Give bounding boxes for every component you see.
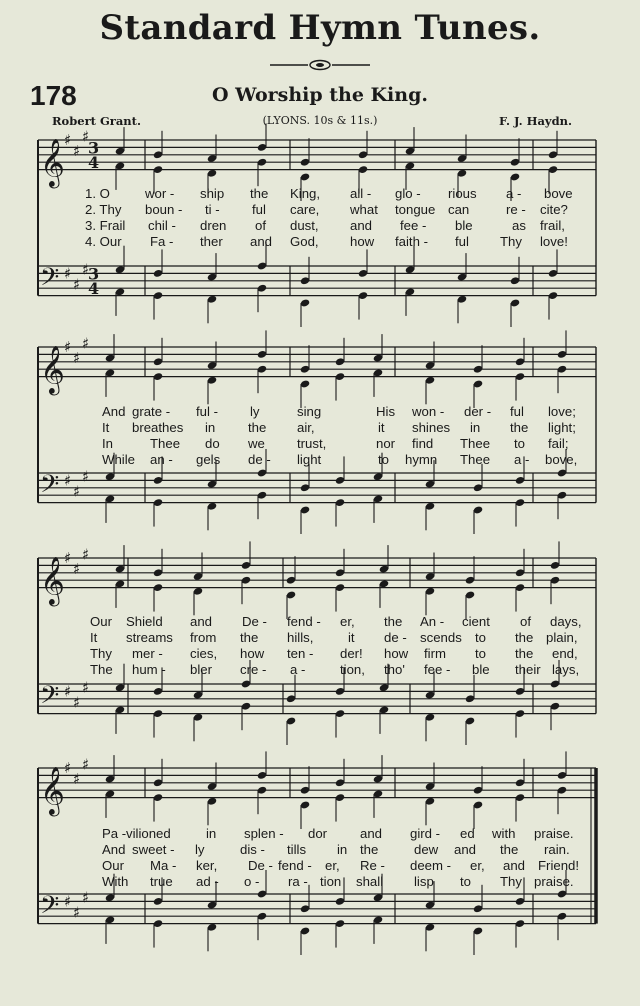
lyric-syllable: all - xyxy=(350,186,372,201)
lyric-syllable: And xyxy=(102,404,126,419)
lyric-syllable: praise. xyxy=(534,874,574,889)
sharp-icon: ♯ xyxy=(64,131,72,149)
sharp-icon: ♯ xyxy=(73,275,81,294)
lyric-syllable: in xyxy=(205,420,216,435)
lyric-line xyxy=(0,202,640,218)
lyric-syllable: It xyxy=(90,630,98,645)
sharp-icon: ♯ xyxy=(64,892,72,911)
lyric-syllable: love; xyxy=(548,404,576,419)
lyric-syllable: ble xyxy=(472,662,490,677)
lyric-syllable: do xyxy=(205,436,220,451)
lyric-syllable: ble xyxy=(455,218,473,233)
lyric-syllable: hum - xyxy=(132,662,166,677)
lyric-syllable: and xyxy=(454,842,477,857)
sharp-icon: ♯ xyxy=(73,903,81,922)
sharp-icon: ♯ xyxy=(82,127,90,146)
lyric-syllable: cite? xyxy=(540,202,568,217)
lyric-syllable: praise. xyxy=(534,826,574,841)
lyric-syllable: in xyxy=(470,420,481,435)
lyric-syllable: Pa - xyxy=(102,826,127,841)
lyric-syllable: sing xyxy=(297,404,322,419)
lyric-syllable: glo - xyxy=(395,186,421,201)
lyric-line xyxy=(0,452,640,468)
lyric-syllable: ti - xyxy=(205,202,220,217)
lyric-syllable: ther xyxy=(200,234,223,249)
lyric-syllable: ten - xyxy=(287,646,314,661)
lyric-syllable: grate - xyxy=(132,404,171,419)
lyric-syllable: find xyxy=(412,436,434,451)
lyric-syllable: Shield xyxy=(126,614,163,629)
lyric-syllable: fee - xyxy=(400,218,427,233)
lyric-syllable: how xyxy=(384,646,409,661)
lyric-syllable: fend - xyxy=(287,614,321,629)
lyric-syllable: tion xyxy=(320,874,342,889)
lyric-syllable: to xyxy=(460,874,471,889)
lyric-syllable: shines xyxy=(412,420,451,435)
lyric-syllable: rain. xyxy=(544,842,570,857)
lyric-syllable: what xyxy=(350,202,378,217)
lyric-syllable: der - xyxy=(464,404,492,419)
lyric-syllable: ful xyxy=(455,234,469,249)
lyric-line xyxy=(0,404,640,420)
lyric-syllable: frail, xyxy=(540,218,565,233)
lyric-line xyxy=(0,646,640,662)
lyric-syllable: While xyxy=(102,452,135,467)
lyric-syllable: cient xyxy=(462,614,490,629)
lyric-syllable: ly xyxy=(250,404,260,419)
lyric-syllable: vilioned xyxy=(126,826,171,841)
lyric-syllable: it xyxy=(378,420,385,435)
lyric-syllable: hymn xyxy=(405,452,438,467)
lyric-syllable: dis - xyxy=(240,842,265,857)
lyric-line xyxy=(0,630,640,646)
lyric-syllable: Friend! xyxy=(538,858,580,873)
lyric-syllable: er, xyxy=(470,858,485,873)
lyric-syllable: Thy xyxy=(500,874,522,889)
treble-clef-icon: 𝄞 xyxy=(40,137,65,187)
lyric-syllable: in xyxy=(206,826,217,841)
lyric-syllable: der! xyxy=(340,646,363,661)
lyric-line xyxy=(0,420,640,436)
lyric-syllable: tills xyxy=(287,842,307,857)
lyric-syllable: love! xyxy=(540,234,568,249)
lyric-syllable: fail; xyxy=(548,436,569,451)
lyric-syllable: de - xyxy=(248,452,271,467)
sharp-icon: ♯ xyxy=(82,545,90,564)
lyric-syllable: the xyxy=(384,614,403,629)
lyric-syllable: ly xyxy=(195,842,205,857)
lyric-syllable: It xyxy=(102,420,110,435)
lyric-syllable: end, xyxy=(552,646,578,661)
lyric-syllable: a - xyxy=(506,186,522,201)
lyric-syllable: 1. O xyxy=(85,186,110,201)
lyric-syllable: the xyxy=(240,630,259,645)
lyric-syllable: dren xyxy=(200,218,227,233)
lyric-line xyxy=(0,662,640,678)
lyric-syllable: how xyxy=(350,234,375,249)
sharp-icon: ♯ xyxy=(73,560,81,579)
lyric-syllable: from xyxy=(190,630,217,645)
lyric-syllable: we xyxy=(248,436,265,451)
lyric-syllable: scends xyxy=(420,630,462,645)
lyric-line xyxy=(0,234,640,250)
hymn-number: 178 xyxy=(30,80,77,111)
lyric-syllable: breathes xyxy=(132,420,184,435)
lyric-syllable: faith - xyxy=(395,234,428,249)
bass-clef-icon: 𝄢 xyxy=(40,891,60,927)
lyrics-block xyxy=(0,404,640,468)
lyric-syllable: of xyxy=(520,614,531,629)
lyric-line xyxy=(0,858,640,874)
lyric-syllable: fend - xyxy=(278,858,312,873)
lyric-syllable: boun - xyxy=(145,202,183,217)
lyric-syllable: Our xyxy=(102,858,124,873)
lyric-syllable: of xyxy=(255,218,266,233)
lyric-syllable: The xyxy=(90,662,113,677)
sharp-icon: ♯ xyxy=(73,770,81,789)
lyric-syllable: His xyxy=(376,404,396,419)
lyric-syllable: 2. Thy xyxy=(85,202,122,217)
time-signature: 4 xyxy=(88,279,100,299)
lyric-syllable: De - xyxy=(248,858,273,873)
lyric-syllable: De - xyxy=(242,614,267,629)
lyric-syllable: gels xyxy=(196,452,221,467)
lyric-syllable: wor - xyxy=(145,186,175,201)
lyric-syllable: streams xyxy=(126,630,173,645)
lyric-syllable: dor xyxy=(308,826,328,841)
lyric-syllable: King, xyxy=(290,186,321,201)
lyric-line xyxy=(0,186,640,202)
sharp-icon: ♯ xyxy=(73,693,81,712)
sharp-icon: ♯ xyxy=(64,338,72,356)
lyric-syllable: won - xyxy=(412,404,445,419)
lyric-syllable: tongue xyxy=(395,202,436,217)
lyric-syllable: light; xyxy=(548,420,576,435)
bass-clef-icon: 𝄢 xyxy=(40,263,60,299)
sharp-icon: ♯ xyxy=(64,682,72,701)
lyric-syllable: firm xyxy=(424,646,446,661)
lyric-syllable: ful xyxy=(252,202,266,217)
lyric-line xyxy=(0,218,640,234)
lyric-syllable: ker, xyxy=(196,858,218,873)
lyric-syllable: and xyxy=(360,826,383,841)
sharp-icon: ♯ xyxy=(64,549,72,567)
lyric-syllable: days, xyxy=(550,614,582,629)
lyric-syllable: Thee xyxy=(150,436,181,451)
lyric-syllable: a - xyxy=(290,662,306,677)
lyric-syllable: In xyxy=(102,436,113,451)
sharp-icon: ♯ xyxy=(73,142,81,161)
lyric-syllable: ship xyxy=(200,186,225,201)
lyric-syllable: ful - xyxy=(196,404,218,419)
lyric-syllable: 3. Frail xyxy=(85,218,126,233)
lyric-syllable: care, xyxy=(290,202,320,217)
lyric-line xyxy=(0,614,640,630)
sharp-icon: ♯ xyxy=(82,260,90,279)
sharp-icon: ♯ xyxy=(82,888,90,907)
lyric-syllable: the xyxy=(248,420,267,435)
lyric-syllable: chil - xyxy=(148,218,176,233)
lyrics-block xyxy=(0,614,640,678)
treble-clef-icon: 𝄞 xyxy=(40,344,65,394)
lyric-syllable: cies, xyxy=(190,646,218,661)
lyric-syllable: rious xyxy=(448,186,477,201)
lyric-syllable: to xyxy=(514,436,525,451)
lyric-syllable: the xyxy=(250,186,269,201)
lyric-syllable: dust, xyxy=(290,218,319,233)
lyric-syllable: and xyxy=(250,234,273,249)
sharp-icon: ♯ xyxy=(82,334,90,353)
lyric-syllable: er, xyxy=(325,858,340,873)
lyric-syllable: bove xyxy=(544,186,573,201)
lyric-syllable: lays, xyxy=(552,662,580,677)
lyric-syllable: to xyxy=(475,646,486,661)
lyric-line xyxy=(0,436,640,452)
lyric-syllable: hills, xyxy=(287,630,314,645)
lyric-syllable: the xyxy=(500,842,519,857)
lyric-syllable: 4. Our xyxy=(85,234,122,249)
time-signature: 3 xyxy=(88,138,100,158)
lyric-syllable: Re - xyxy=(360,858,385,873)
lyric-syllable: nor xyxy=(376,436,396,451)
treble-clef-icon: 𝄞 xyxy=(40,555,65,605)
lyric-syllable: lisp xyxy=(414,874,434,889)
sharp-icon: ♯ xyxy=(64,471,72,490)
sharp-icon: ♯ xyxy=(64,264,72,283)
lyric-syllable: tho' xyxy=(384,662,405,677)
time-signature: 4 xyxy=(88,153,100,173)
lyric-syllable: plain, xyxy=(546,630,578,645)
lyric-syllable: ad - xyxy=(196,874,219,889)
lyric-syllable: how xyxy=(240,646,265,661)
lyric-syllable: can xyxy=(448,202,470,217)
lyric-syllable: true xyxy=(150,874,173,889)
lyric-syllable: an - xyxy=(150,452,173,467)
bass-clef-icon: 𝄢 xyxy=(40,470,60,506)
sharp-icon: ♯ xyxy=(82,467,90,486)
lyric-syllable: er, xyxy=(340,614,355,629)
lyric-syllable: the xyxy=(360,842,379,857)
lyric-syllable: ed xyxy=(460,826,475,841)
lyric-syllable: With xyxy=(102,874,129,889)
lyric-syllable: ra - xyxy=(288,874,308,889)
lyric-syllable: cre - xyxy=(240,662,267,677)
lyric-syllable: God, xyxy=(290,234,319,249)
lyric-syllable: bove, xyxy=(545,452,578,467)
author-credit: Robert Grant. xyxy=(52,114,141,128)
lyric-syllable: the xyxy=(515,630,534,645)
lyric-syllable: tion, xyxy=(340,662,365,677)
lyric-syllable: and xyxy=(503,858,526,873)
tune-meter: (LYONS. 10s & 11s.) xyxy=(262,114,378,127)
lyric-syllable: light xyxy=(297,452,322,467)
lyric-line xyxy=(0,874,640,890)
sharp-icon: ♯ xyxy=(64,759,72,777)
lyric-syllable: in xyxy=(337,842,348,857)
lyric-syllable: o - xyxy=(244,874,260,889)
page-title: Standard Hymn Tunes. xyxy=(99,8,541,48)
lyric-syllable: An - xyxy=(420,614,445,629)
lyric-syllable: Our xyxy=(90,614,112,629)
lyric-line xyxy=(0,842,640,858)
bass-clef-icon: 𝄢 xyxy=(40,681,60,717)
lyric-syllable: a - xyxy=(514,452,530,467)
lyric-syllable: Thy xyxy=(500,234,522,249)
lyric-syllable: Ma - xyxy=(150,858,177,873)
lyric-syllable: splen - xyxy=(244,826,284,841)
lyric-syllable: sweet - xyxy=(132,842,175,857)
lyric-syllable: bler xyxy=(190,662,212,677)
lyrics-block xyxy=(0,826,640,890)
lyrics-block xyxy=(0,186,640,250)
lyric-syllable: the xyxy=(510,420,529,435)
lyric-syllable: Thy xyxy=(90,646,112,661)
lyric-syllable: dew xyxy=(414,842,439,857)
lyric-line xyxy=(0,826,640,842)
time-signature: 3 xyxy=(88,264,100,284)
lyric-syllable: and xyxy=(350,218,373,233)
sharp-icon: ♯ xyxy=(73,349,81,368)
lyric-syllable: And xyxy=(102,842,126,857)
lyric-syllable: ful xyxy=(510,404,524,419)
lyric-syllable: Fa - xyxy=(150,234,174,249)
lyric-syllable: Thee xyxy=(460,436,491,451)
lyric-syllable: and xyxy=(190,614,213,629)
lyric-syllable: gird - xyxy=(410,826,441,841)
lyric-syllable: fee - xyxy=(424,662,451,677)
hymn-title: O Worship the King. xyxy=(211,84,428,106)
lyric-syllable: with xyxy=(492,826,516,841)
sharp-icon: ♯ xyxy=(73,482,81,501)
treble-clef-icon: 𝄞 xyxy=(40,765,65,815)
lyric-syllable: air, xyxy=(297,420,315,435)
composer-credit: F. J. Haydn. xyxy=(499,114,572,128)
sharp-icon: ♯ xyxy=(82,755,90,774)
lyric-syllable: their xyxy=(515,662,541,677)
lyric-syllable: as xyxy=(512,218,526,233)
lyric-syllable: trust, xyxy=(297,436,327,451)
lyric-syllable: mer - xyxy=(132,646,163,661)
lyric-syllable: de - xyxy=(384,630,407,645)
lyric-syllable: Thee xyxy=(460,452,491,467)
lyric-syllable: shall xyxy=(356,874,384,889)
lyric-syllable: to xyxy=(378,452,389,467)
sharp-icon: ♯ xyxy=(82,678,90,697)
lyric-syllable: re - xyxy=(506,202,526,217)
lyric-syllable: the xyxy=(515,646,534,661)
lyric-syllable: to xyxy=(475,630,486,645)
lyric-syllable: deem - xyxy=(410,858,452,873)
lyric-syllable: it xyxy=(348,630,355,645)
